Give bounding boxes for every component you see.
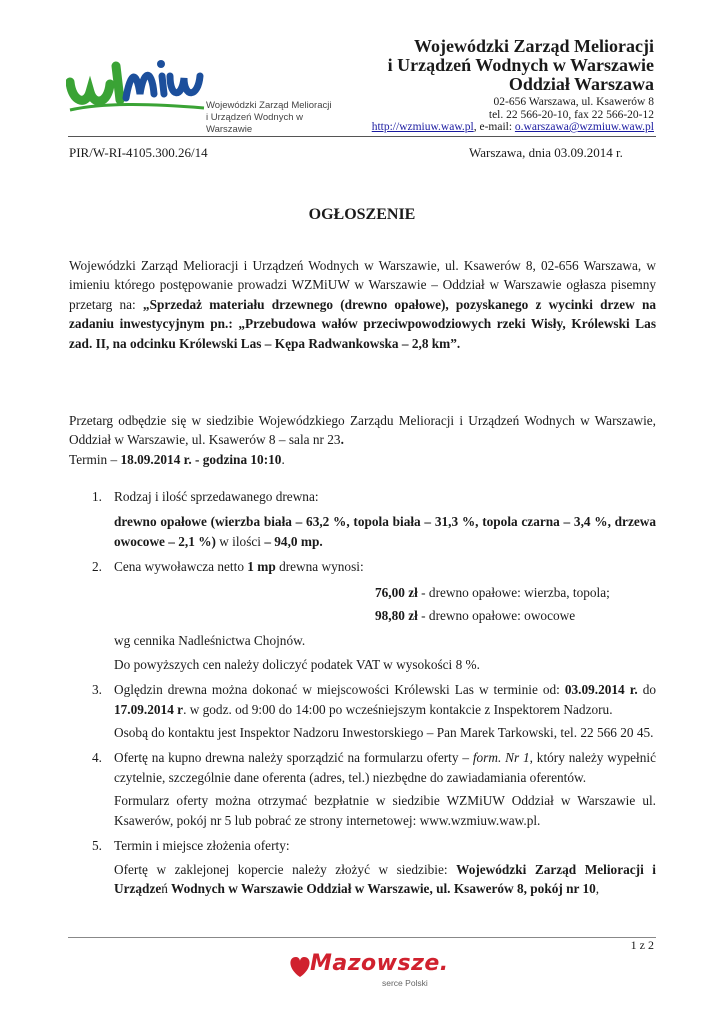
- document-date: Warszawa, dnia 03.09.2014 r.: [469, 145, 623, 160]
- organization-contact: [372, 96, 654, 134]
- venue-paragraph: [69, 411, 656, 469]
- term-end: .: [281, 451, 285, 467]
- footer-divider: [68, 937, 656, 938]
- item3-text-1: Oględzin drewna można dokonać w miejscowości Królewski Las w terminie od:: [114, 682, 565, 698]
- price2-desc: - drewno opałowe: owocowe: [417, 608, 576, 624]
- list-item-number: 2.: [92, 559, 102, 575]
- item5-text-1: Ofertę w zaklejonej kopercie należy złożyć w siedzibie:: [114, 861, 457, 877]
- brand-name: Mazowsze.: [310, 951, 449, 976]
- list-item-number: 1.: [92, 489, 102, 504]
- price-row-2: [69, 606, 656, 625]
- vat-note: Do powyższych cen należy doliczyć podatek VAT w wysokości 8 %.: [114, 656, 480, 672]
- brand-tagline: serce Polski: [382, 978, 428, 988]
- list-item-4: [69, 748, 656, 787]
- wood-quantity: – 94,0 mp.: [264, 533, 323, 549]
- list-item-number: 4.: [92, 750, 102, 766]
- email-prefix: , e-mail:: [473, 121, 515, 133]
- price1-value: 76,00 zł: [375, 584, 418, 600]
- intro-paragraph: [69, 256, 656, 353]
- list-item-2: [69, 557, 656, 576]
- contact-person: Osobą do kontaktu jest Inspektor Nadzoru Inwestorskiego – Pan Marek Tarkowski, tel. 22 566 20 45.: [114, 725, 654, 741]
- organization-logo: [66, 54, 336, 134]
- list-item-1: [69, 487, 656, 506]
- email-link[interactable]: o.warszawa@wzmiuw.waw.pl: [514, 121, 654, 133]
- logo-caption-line2: i Urządzeń Wodnych w Warszawie: [206, 112, 303, 135]
- header-divider: [68, 136, 656, 137]
- phone-line: tel. 22 566-20-10, fax 22 566-20-12: [488, 108, 654, 121]
- inspection-start: 03.09.2014 r.: [564, 682, 638, 698]
- venue-end: .: [340, 432, 344, 448]
- term-value: 18.09.2014 r. - godzina 10:10: [120, 451, 282, 467]
- form-availability: Formularz oferty można otrzymać bezpłatnie w siedzibie WZMiUW Oddział w Warszawie ul. Ksawerów, pokój nr 5 lub pobrać ze strony internetowej: www.wzmiuw.waw.pl.: [114, 793, 656, 828]
- item5-text-2: ,: [595, 880, 600, 896]
- intro-subject: „Sprzedaż materiału drzewnego (drewno opałowe), pozyskanego z wycinki drzew na zadaniu inwestycyjnym pn.: „Przebudowa wałów przeciwpowodziowych rzeki Wisły, Królewski Las zad. II, na odcinku Królewski Las – Kępa Radwankowska – 2,8 km”.: [69, 296, 656, 351]
- intro-text: Wojewódzki Zarząd Melioracji i Urządzeń Wodnych w Warszawie, ul. Ksawerów 8, 02-656 Warszawa, w imieniu którego postępowanie prowadzi WZMiUW w Warszawie – Oddział w Warszawie ogłasza pisemny przetarg na:: [69, 258, 656, 312]
- mazowsze-logo: [286, 951, 449, 991]
- org-name-line3: Oddział Warszawa: [508, 74, 654, 94]
- item1-title: Rodzaj i ilość sprzedawanego drewna:: [114, 489, 319, 504]
- price2-value: 98,80 zł: [375, 608, 418, 624]
- item4-text-1: Ofertę na kupno drewna należy sporządzić na formularzu oferty –: [114, 750, 473, 766]
- venue-text: Przetarg odbędzie się w siedzibie Wojewódzkiego Zarządu Melioracji i Urządzeń Wodnych w Warszawie, Oddział w Warszawie, ul. Ksawerów 8 – sala nr 23: [69, 413, 656, 448]
- list-item-5: [69, 836, 656, 855]
- organization-name: [388, 37, 654, 94]
- item2-title-c: drewna wynosi:: [275, 559, 364, 575]
- document-title: OGŁOSZENIE: [308, 206, 416, 223]
- web-email-line: [372, 121, 654, 134]
- wzmiuw-logo-mark: [66, 54, 206, 114]
- list-item-number: 3.: [92, 682, 102, 698]
- form-reference: form. Nr 1: [472, 750, 530, 766]
- item3-text-2: do: [637, 682, 657, 698]
- conditions-list: [69, 487, 656, 898]
- submission-address-n: ń: [161, 880, 168, 896]
- address-line: 02-656 Warszawa, ul. Ksawerów 8: [493, 96, 654, 108]
- logo-caption-line1: Wojewódzki Zarząd Melioracji: [206, 100, 332, 111]
- item2-title-b: 1 mp: [247, 559, 276, 575]
- wood-species: drewno opałowe (wierzba biała – 63,2 %, topola biała – 31,3 %, topola czarna – 3,4 %, drzewa owocowe – 2,1 %): [114, 514, 656, 549]
- reference-number: PIR/W-RI-4105.300.26/14: [69, 145, 208, 160]
- list-item-3: [69, 680, 656, 719]
- website-link[interactable]: http://wzmiuw.waw.pl: [371, 121, 474, 133]
- list-item-number: 5.: [92, 838, 102, 854]
- price-source-note: wg cennika Nadleśnictwa Chojnów.: [114, 633, 306, 649]
- item4-text-2: , który należy wypełnić czytelnie, szczególnie dane oferenta (adres, tel.) niezbędne do zawiadamiania oferentów.: [114, 750, 656, 785]
- item3-text-3: . w godz. od 9:00 do 14:00 po wcześniejszym kontakcie z Inspektorem Nadzoru.: [183, 701, 613, 717]
- price1-desc: - drewno opałowe: wierzba, topola;: [417, 584, 610, 600]
- term-label: Termin –: [69, 451, 121, 467]
- page-number: 1 z 2: [630, 938, 654, 952]
- price-row-1: [69, 583, 656, 602]
- submission-address-a: Wojewódzki Zarząd Melioracji i Urządze: [114, 861, 656, 896]
- item5-title: Termin i miejsce złożenia oferty:: [114, 838, 290, 854]
- item1-detail: [69, 512, 656, 551]
- org-name-line2: i Urządzeń Wodnych w Warszawie: [387, 55, 654, 75]
- org-name-line1: Wojewódzki Zarząd Melioracji: [414, 36, 654, 56]
- inspection-end: 17.09.2014 r: [114, 701, 184, 717]
- qty-label: w ilości: [215, 533, 265, 549]
- submission-place: [69, 860, 656, 899]
- item2-title-a: Cena wywoławcza netto: [114, 559, 248, 575]
- submission-address-b: Wodnych w Warszawie Oddział w Warszawie, ul. Ksawerów 8, pokój nr 10: [167, 880, 596, 896]
- logo-caption: [206, 100, 336, 136]
